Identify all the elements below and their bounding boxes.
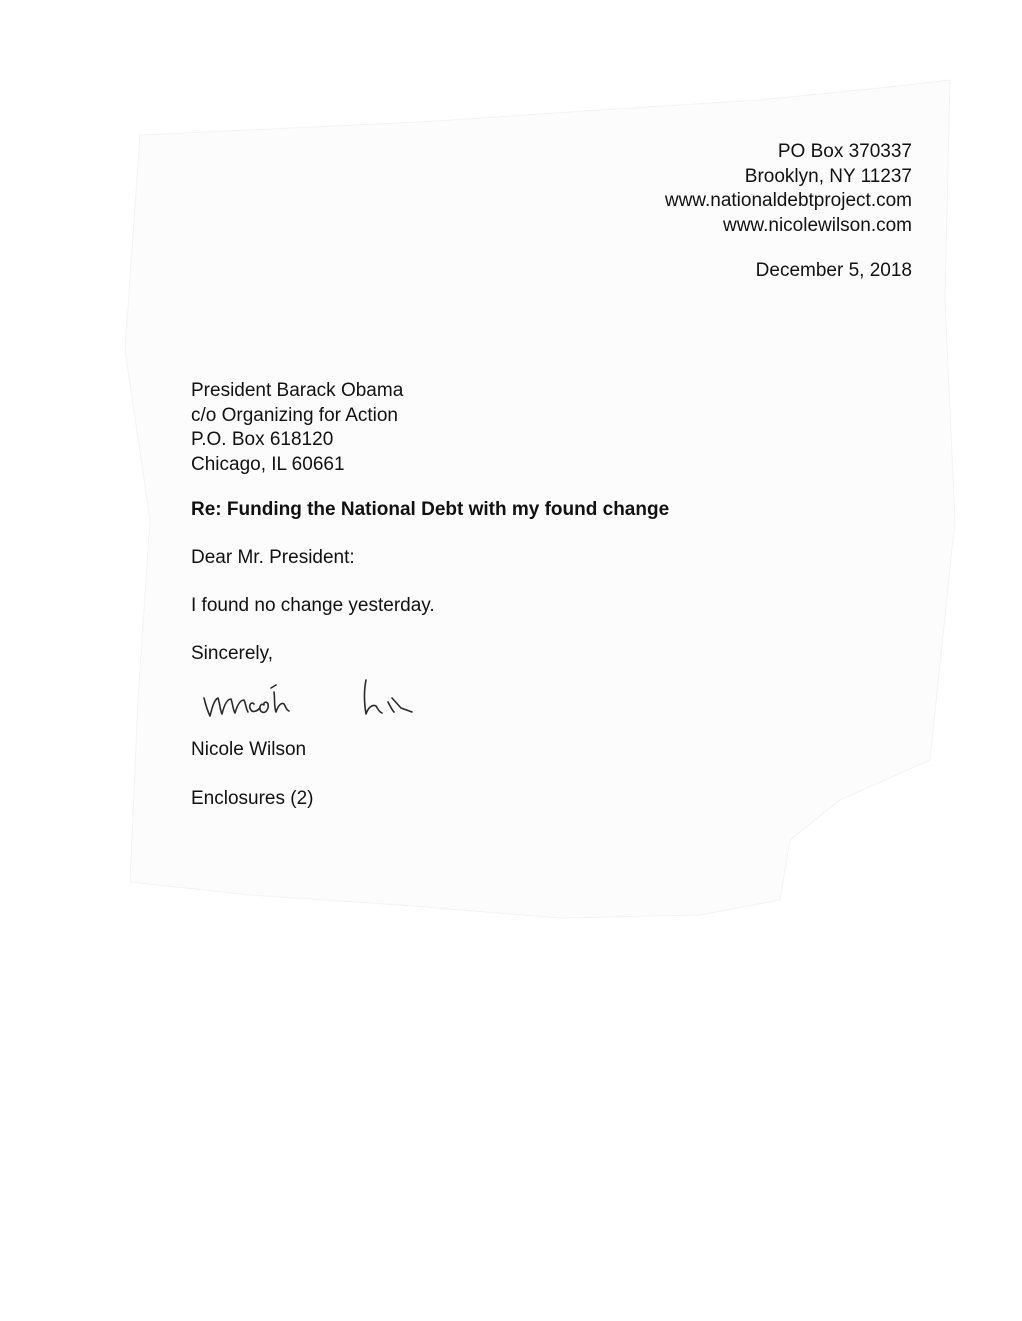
- enclosures-note: Enclosures (2): [191, 788, 314, 809]
- signer-name: Nicole Wilson: [191, 739, 307, 760]
- handwritten-signature: [196, 668, 436, 728]
- subject-line: Re: Funding the National Debt with my found change: [191, 499, 670, 520]
- sender-website-2: www.nicolewilson.com: [722, 214, 912, 236]
- recipient-address: [191, 379, 403, 477]
- letter-body: I found no change yesterday.: [191, 595, 435, 616]
- sender-address: [665, 140, 912, 238]
- sender-po-box: PO Box 370337: [777, 141, 912, 162]
- sender-website-1: www.nationaldebtproject.com: [664, 190, 912, 211]
- recipient-name: President Barack Obama: [191, 380, 404, 401]
- sender-city: Brooklyn, NY 11237: [744, 165, 912, 187]
- letter-date: December 5, 2018: [755, 260, 912, 281]
- salutation: Dear Mr. President:: [191, 547, 355, 568]
- recipient-po-box: P.O. Box 618120: [191, 429, 334, 450]
- recipient-city: Chicago, IL 60661: [191, 453, 345, 475]
- recipient-care-of: c/o Organizing for Action: [191, 404, 398, 426]
- closing: Sincerely,: [191, 643, 274, 664]
